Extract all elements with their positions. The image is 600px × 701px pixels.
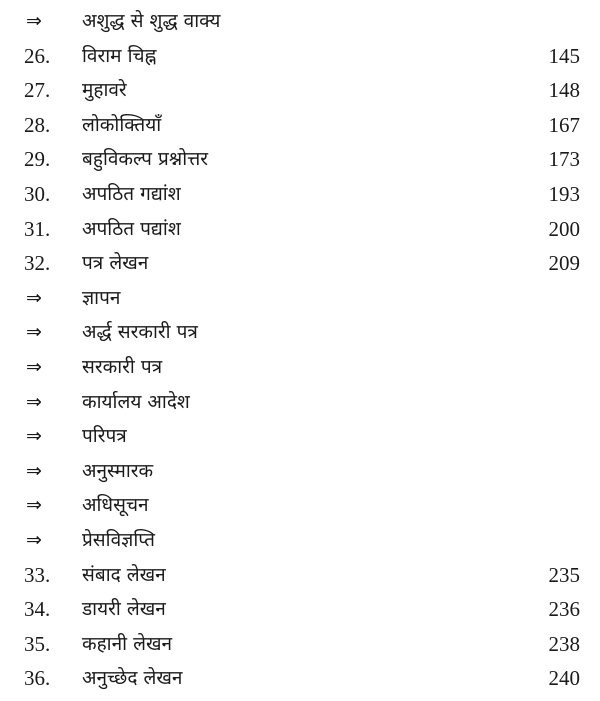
arrow-icon: ⇒ [26, 321, 42, 344]
toc-row [0, 177, 600, 212]
arrow-icon: ⇒ [26, 390, 42, 413]
toc-row [0, 142, 600, 177]
toc-title: अधिसूचन [82, 494, 149, 517]
toc-row [0, 558, 600, 593]
toc-row [0, 627, 600, 662]
toc-title: कहानी लेखन [82, 632, 173, 655]
toc-page-number: 173 [548, 147, 580, 172]
toc-title: परिपत्र [82, 425, 127, 448]
toc-page-number: 167 [548, 112, 580, 137]
table-of-contents [0, 4, 600, 696]
toc-page-number: 148 [548, 78, 580, 103]
toc-number: 32. [24, 251, 51, 276]
arrow-icon: ⇒ [26, 528, 42, 551]
toc-number: 30. [24, 181, 51, 206]
toc-row [0, 39, 600, 74]
toc-page-number: 238 [548, 631, 580, 656]
toc-row [0, 454, 600, 489]
toc-page-number: 193 [548, 181, 580, 206]
toc-title: अशुद्ध से शुद्ध वाक्य [82, 10, 221, 32]
toc-title: अनुस्मारक [82, 459, 154, 482]
toc-page-number: 236 [548, 597, 580, 622]
toc-page-number: 209 [548, 251, 580, 276]
toc-title: डायरी लेखन [82, 598, 166, 621]
toc-title: पत्र लेखन [82, 252, 149, 275]
toc-row [0, 108, 600, 143]
toc-title: बहुविकल्प प्रश्नोत्तर [82, 148, 209, 171]
toc-row [0, 523, 600, 558]
toc-number: 33. [24, 562, 51, 587]
toc-row [0, 419, 600, 454]
toc-title: अर्द्ध सरकारी पत्र [82, 321, 198, 344]
arrow-icon: ⇒ [26, 10, 42, 32]
toc-title: संबाद लेखन [82, 563, 166, 586]
arrow-icon: ⇒ [26, 286, 42, 309]
toc-row [0, 592, 600, 627]
toc-row [0, 661, 600, 696]
toc-row [0, 4, 600, 39]
toc-row [0, 488, 600, 523]
toc-number: 36. [24, 666, 51, 691]
toc-page-number: 240 [548, 666, 580, 691]
toc-number: 29. [24, 147, 51, 172]
arrow-icon: ⇒ [26, 425, 42, 448]
toc-row [0, 350, 600, 385]
toc-number: 27. [24, 78, 51, 103]
toc-page-number: 235 [548, 562, 580, 587]
toc-number: 28. [24, 112, 51, 137]
toc-title: मुहावरे [82, 79, 127, 102]
toc-title: अनुच्छेद लेखन [82, 667, 183, 690]
toc-row [0, 281, 600, 316]
toc-row [0, 73, 600, 108]
toc-row [0, 315, 600, 350]
toc-row [0, 212, 600, 247]
toc-page-number: 145 [548, 43, 580, 68]
toc-title: ज्ञापन [82, 286, 121, 309]
toc-number: 31. [24, 216, 51, 241]
toc-row [0, 385, 600, 420]
toc-row [0, 246, 600, 281]
toc-number: 35. [24, 631, 51, 656]
arrow-icon: ⇒ [26, 494, 42, 517]
toc-title: विराम चिह्न [82, 44, 157, 67]
toc-title: कार्यालय आदेश [82, 390, 190, 413]
toc-title: सरकारी पत्र [82, 355, 163, 378]
arrow-icon: ⇒ [26, 459, 42, 482]
toc-number: 26. [24, 43, 51, 68]
toc-title: अपठित गद्यांश [82, 182, 181, 205]
toc-title: अपठित पद्यांश [82, 217, 181, 240]
toc-page-number: 200 [548, 216, 580, 241]
toc-title: प्रेसविज्ञप्ति [82, 528, 155, 551]
toc-number: 34. [24, 597, 51, 622]
arrow-icon: ⇒ [26, 355, 42, 378]
toc-title: लोकोक्तियाँ [82, 113, 162, 136]
